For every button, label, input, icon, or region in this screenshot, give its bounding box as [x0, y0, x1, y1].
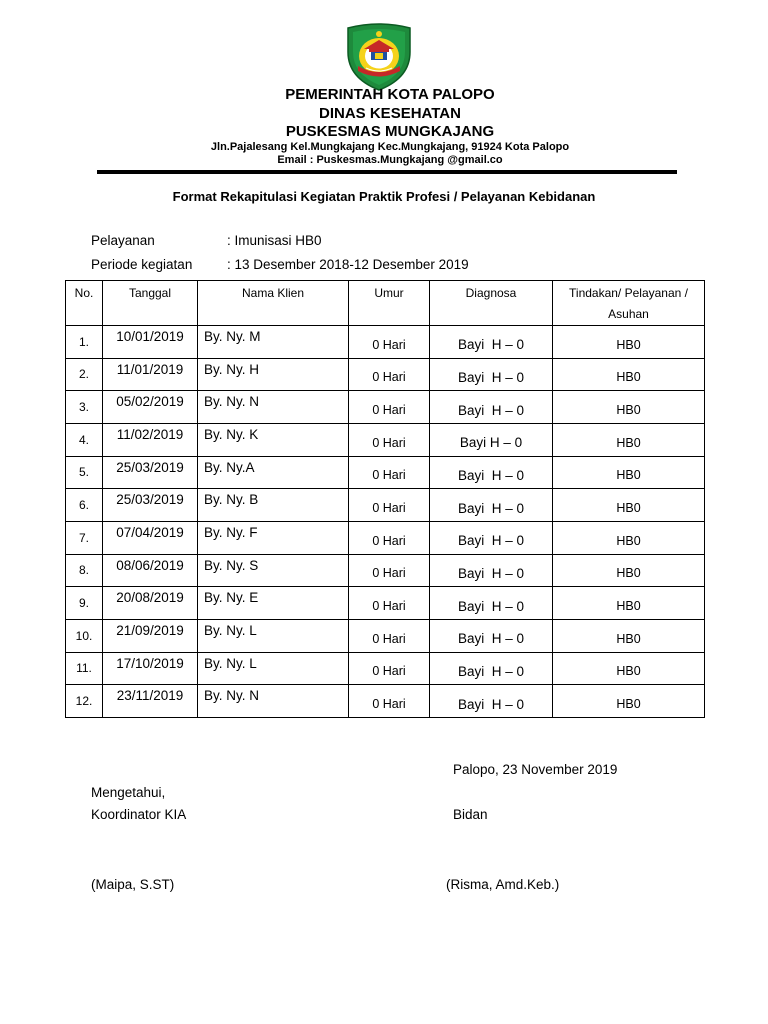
header-no: No. — [66, 281, 103, 326]
cell-tindakan: HB0 — [553, 554, 705, 587]
header-nama-klien: Nama Klien — [198, 281, 349, 326]
cell-no: 11. — [66, 652, 103, 685]
cell-tanggal: 08/06/2019 — [103, 554, 198, 587]
cell-diagnosa: Bayi H – 0 — [430, 326, 553, 359]
cell-tindakan: HB0 — [553, 489, 705, 522]
cell-umur: 0 Hari — [349, 326, 430, 359]
cell-no: 10. — [66, 619, 103, 652]
cell-no: 9. — [66, 587, 103, 620]
cell-diagnosa: Bayi H – 0 — [430, 456, 553, 489]
cell-diagnosa: Bayi H – 0 — [430, 489, 553, 522]
table-row — [66, 423, 705, 456]
cell-no: 1. — [66, 326, 103, 359]
cell-no: 6. — [66, 489, 103, 522]
cell-tindakan: HB0 — [553, 326, 705, 359]
cell-umur: 0 Hari — [349, 358, 430, 391]
cell-tindakan: HB0 — [553, 652, 705, 685]
cell-nama-klien: By. Ny. H — [198, 358, 349, 391]
header-email: Email : Puskesmas.Mungkajang @gmail.co — [277, 154, 503, 166]
cell-no: 5. — [66, 456, 103, 489]
cell-no: 8. — [66, 554, 103, 587]
cell-nama-klien: By. Ny. N — [198, 391, 349, 424]
table-row — [66, 587, 705, 620]
place-date: Palopo, 23 November 2019 — [453, 762, 618, 777]
cell-tanggal: 20/08/2019 — [103, 587, 198, 620]
cell-umur: 0 Hari — [349, 456, 430, 489]
header-umur: Umur — [349, 281, 430, 326]
table-row — [66, 358, 705, 391]
periode-value: : 13 Desember 2018-12 Desember 2019 — [227, 257, 469, 272]
cell-tindakan: HB0 — [553, 619, 705, 652]
cell-umur: 0 Hari — [349, 554, 430, 587]
table-row — [66, 554, 705, 587]
cell-nama-klien: By. Ny. L — [198, 652, 349, 685]
periode-label: Periode kegiatan — [91, 257, 193, 272]
cell-umur: 0 Hari — [349, 521, 430, 554]
cell-tindakan: HB0 — [553, 456, 705, 489]
cell-tanggal: 25/03/2019 — [103, 489, 198, 522]
table-row — [66, 391, 705, 424]
cell-umur: 0 Hari — [349, 685, 430, 718]
cell-tanggal: 10/01/2019 — [103, 326, 198, 359]
cell-diagnosa: Bayi H – 0 — [430, 685, 553, 718]
pelayanan-value: : Imunisasi HB0 — [227, 233, 322, 248]
cell-nama-klien: By. Ny. S — [198, 554, 349, 587]
cell-umur: 0 Hari — [349, 489, 430, 522]
cell-diagnosa: Bayi H – 0 — [430, 358, 553, 391]
table-row — [66, 489, 705, 522]
cell-nama-klien: By. Ny.A — [198, 456, 349, 489]
pelayanan-label: Pelayanan — [91, 233, 155, 248]
palopo-coat-of-arms-logo — [344, 22, 414, 92]
cell-tanggal: 23/11/2019 — [103, 685, 198, 718]
cell-diagnosa: Bayi H – 0 — [430, 619, 553, 652]
cell-diagnosa: Bayi H – 0 — [430, 521, 553, 554]
header-diagnosa: Diagnosa — [430, 281, 553, 326]
header-divider — [97, 170, 677, 174]
table-row — [66, 326, 705, 359]
cell-tindakan: HB0 — [553, 521, 705, 554]
cell-nama-klien: By. Ny. K — [198, 423, 349, 456]
cell-umur: 0 Hari — [349, 652, 430, 685]
table-header-row — [66, 281, 705, 326]
cell-nama-klien: By. Ny. E — [198, 587, 349, 620]
header-address: Jln.Pajalesang Kel.Mungkajang Kec.Mungkajang, 91924 Kota Palopo — [210, 141, 570, 153]
cell-tindakan: HB0 — [553, 391, 705, 424]
cell-no: 3. — [66, 391, 103, 424]
cell-diagnosa: Bayi H – 0 — [430, 391, 553, 424]
table-row — [66, 619, 705, 652]
coordinator-name: (Maipa, S.ST) — [91, 877, 175, 892]
header-puskesmas: PUSKESMAS MUNGKAJANG — [285, 123, 495, 140]
cell-tanggal: 17/10/2019 — [103, 652, 198, 685]
bidan-name: (Risma, Amd.Keb.) — [446, 877, 560, 892]
cell-umur: 0 Hari — [349, 423, 430, 456]
cell-nama-klien: By. Ny. F — [198, 521, 349, 554]
header-tindakan: Tindakan/ Pelayanan / Asuhan — [553, 281, 705, 326]
mengetahui-label: Mengetahui, — [91, 785, 166, 800]
table-row — [66, 685, 705, 718]
cell-diagnosa: Bayi H – 0 — [430, 587, 553, 620]
cell-nama-klien: By. Ny. B — [198, 489, 349, 522]
coordinator-role: Koordinator KIA — [91, 807, 187, 822]
cell-no: 4. — [66, 423, 103, 456]
header-tanggal: Tanggal — [103, 281, 198, 326]
cell-no: 2. — [66, 358, 103, 391]
header-department: DINAS KESEHATAN — [319, 105, 461, 122]
cell-tindakan: HB0 — [553, 358, 705, 391]
cell-tanggal: 21/09/2019 — [103, 619, 198, 652]
cell-diagnosa: Bayi H – 0 — [430, 554, 553, 587]
cell-no: 7. — [66, 521, 103, 554]
table-row — [66, 521, 705, 554]
cell-nama-klien: By. Ny. N — [198, 685, 349, 718]
cell-nama-klien: By. Ny. L — [198, 619, 349, 652]
cell-umur: 0 Hari — [349, 391, 430, 424]
table-row — [66, 456, 705, 489]
format-title: Format Rekapitulasi Kegiatan Praktik Profesi / Pelayanan Kebidanan — [172, 189, 596, 204]
cell-tindakan: HB0 — [553, 685, 705, 718]
cell-tanggal: 11/02/2019 — [103, 423, 198, 456]
cell-tanggal: 07/04/2019 — [103, 521, 198, 554]
bidan-role: Bidan — [453, 807, 488, 822]
cell-nama-klien: By. Ny. M — [198, 326, 349, 359]
recap-table — [65, 280, 705, 718]
cell-umur: 0 Hari — [349, 619, 430, 652]
cell-no: 12. — [66, 685, 103, 718]
cell-umur: 0 Hari — [349, 587, 430, 620]
cell-diagnosa: Bayi H – 0 — [430, 423, 553, 456]
cell-tanggal: 11/01/2019 — [103, 358, 198, 391]
header-government: PEMERINTAH KOTA PALOPO — [285, 86, 495, 103]
table-row — [66, 652, 705, 685]
cell-tanggal: 05/02/2019 — [103, 391, 198, 424]
cell-diagnosa: Bayi H – 0 — [430, 652, 553, 685]
cell-tindakan: HB0 — [553, 423, 705, 456]
cell-tanggal: 25/03/2019 — [103, 456, 198, 489]
cell-tindakan: HB0 — [553, 587, 705, 620]
